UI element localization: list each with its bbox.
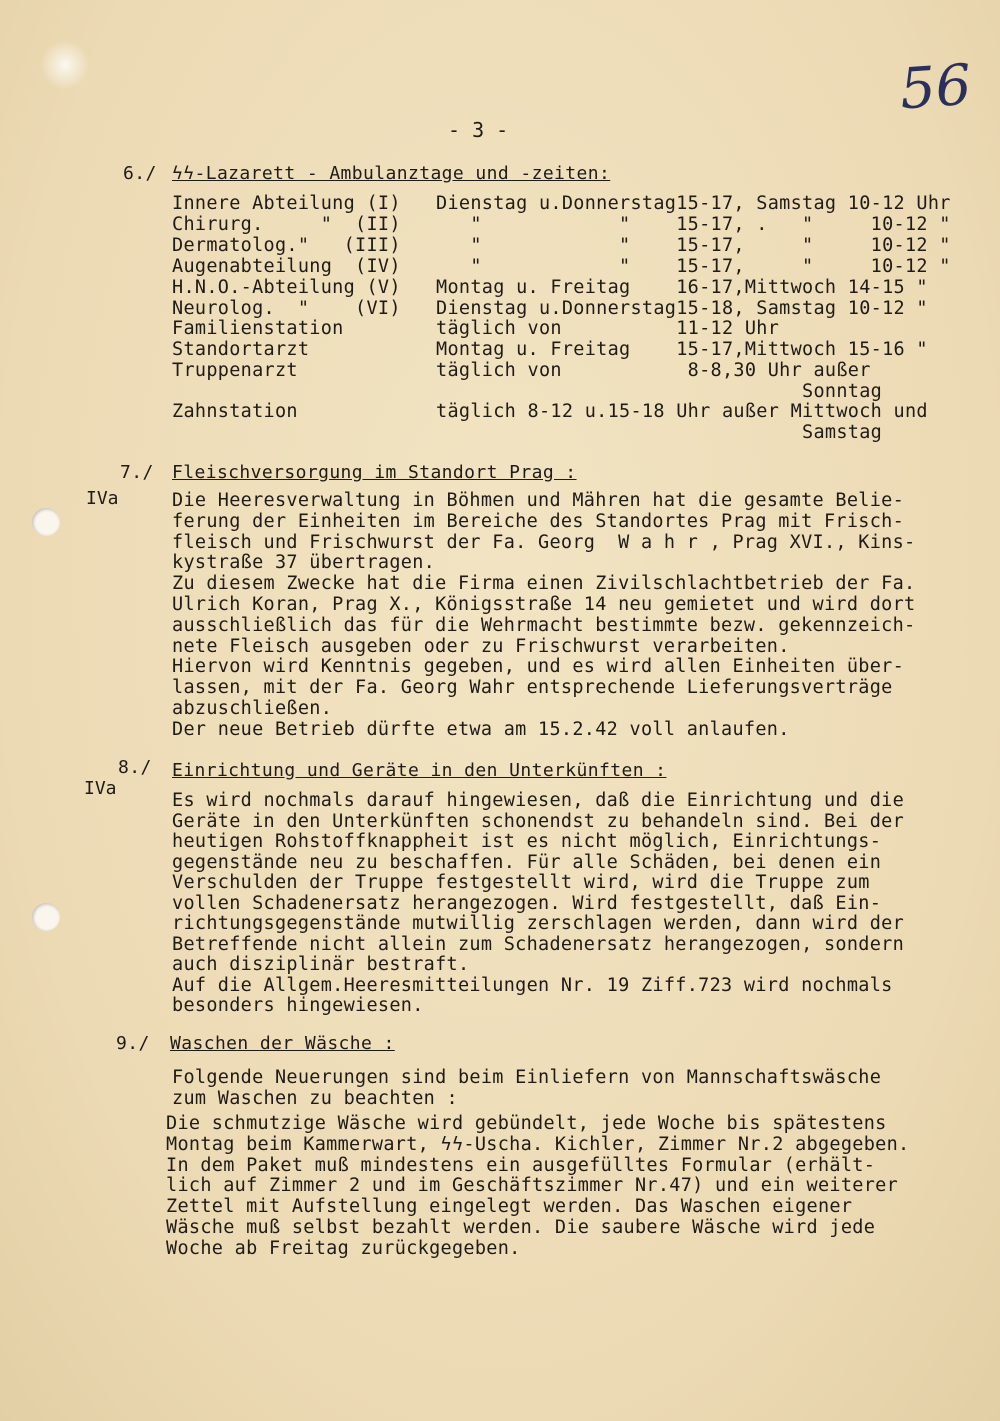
section-8-line: heutigen Rohstoffknappheit ist es nicht möglich, Einrichtungs- [172, 831, 882, 852]
section-9-line: Die schmutzige Wäsche wird gebündelt, jede Woche bis spätestens [166, 1113, 887, 1134]
schedule-times: Montag u. Freitag 15-17,Mittwoch 15-16 " [436, 339, 928, 360]
section-8-line: vollen Schadenersatz herangezogen. Wird festgestellt, daß Ein- [172, 892, 882, 914]
punch-hole-bottom [32, 903, 60, 931]
section-8-line: besonders hingewiesen. [172, 995, 424, 1016]
section-7-line: Der neue Betrieb dürfte etwa am 15.2.42 voll anlaufen. [172, 718, 790, 740]
section-7-line: Ulrich Koran, Prag X., Königsstraße 14 neu gemietet und wird dort [172, 594, 916, 615]
schedule-times: täglich 8-12 u.15-18 Uhr außer Mittwoch und [436, 401, 928, 422]
paper-damage-mark [40, 40, 90, 90]
section-8-line: Es wird nochmals darauf hingewiesen, daß die Einrichtung und die [172, 790, 905, 811]
section-8-number: 8./ [118, 757, 152, 778]
schedule-times: Montag u. Freitag 16-17,Mittwoch 14-15 " [436, 277, 928, 298]
section-7-line: Zu diesem Zwecke hat die Firma einen Zivilschlachtbetrieb der Fa. [172, 573, 916, 595]
section-7-line: abzuschließen. [172, 698, 333, 719]
section-8-line: Auf die Allgem.Heeresmitteilungen Nr. 19 Ziff.723 wird nochmals [172, 974, 893, 996]
page-number: - 3 - [448, 118, 509, 142]
schedule-department: Innere Abteilung (I) [172, 193, 401, 214]
schedule-times: Dienstag u.Donnerstag15-17, Samstag 10-12 Uhr [436, 193, 951, 214]
section-8-line: gegenstände neu zu beschaffen. Für alle Schäden, bei denen ein [172, 851, 882, 873]
section-6-number: 6./ [123, 163, 157, 184]
section-9-line: Woche ab Freitag zurückgegeben. [166, 1237, 521, 1259]
section-8-line: Geräte in den Unterkünften schonendst zu behandeln sind. Bei der [172, 810, 905, 832]
section-8-line: Betreffende nicht allein zum Schadenersatz herangezogen, sondern [172, 933, 905, 955]
handwritten-page-number: 56 [897, 52, 974, 123]
section-9-line: Wäsche muß selbst bezahlt werden. Die saubere Wäsche wird jede [166, 1217, 876, 1238]
section-7-number: 7./ [120, 462, 154, 483]
section-8-margin-note: IVa [84, 778, 117, 799]
schedule-department: Dermatolog." (III) [172, 235, 401, 256]
schedule-department: H.N.O.-Abteilung (V) [172, 277, 401, 298]
section-9-title: Waschen der Wäsche : [170, 1033, 395, 1054]
schedule-times: täglich von 11-12 Uhr [436, 318, 780, 339]
section-9-intro-line: zum Waschen zu beachten : [172, 1087, 458, 1109]
schedule-department: Truppenarzt [172, 360, 298, 381]
schedule-times: Dienstag u.Donnerstag15-18, Samstag 10-12 " [436, 298, 928, 319]
section-8-line: Verschulden der Truppe festgestellt wird, wird die Truppe zum [172, 872, 870, 893]
schedule-times: " " 15-17, " 10-12 " [436, 235, 951, 256]
schedule-times: " " 15-17, . " 10-12 " [436, 214, 951, 235]
section-7-line: lassen, mit der Fa. Georg Wahr entsprechende Lieferungsverträge [172, 677, 893, 699]
schedule-times: täglich von 8-8,30 Uhr außer [436, 360, 871, 381]
section-7-margin-note: IVa [86, 488, 119, 509]
section-9-line: Montag beim Kammerwart, ϟϟ-Uscha. Kichler, Zimmer Nr.2 abgegeben. [166, 1133, 910, 1155]
section-9-intro-line: Folgende Neuerungen sind beim Einliefern von Mannschaftswäsche [172, 1067, 882, 1088]
section-6-title: ϟϟ-Lazarett - Ambulanztage und -zeiten: [172, 163, 611, 184]
schedule-department: Augenabteilung (IV) [172, 256, 401, 277]
section-9-number: 9./ [116, 1033, 150, 1054]
punch-hole-top [32, 508, 60, 536]
schedule-times: " " 15-17, " 10-12 " [436, 256, 951, 277]
section-7-title: Fleischversorgung im Standort Prag : [172, 462, 577, 483]
schedule-department: Neurolog. " (VI) [172, 298, 401, 319]
section-8-line: richtungsgegenstände mutwillig zerschlagen werden, dann wird der [172, 913, 905, 934]
schedule-department: Chirurg. " (II) [172, 214, 401, 235]
section-7-line: ausschließlich das für die Wehrmacht bestimmte bezw. gekennzeich- [172, 614, 916, 636]
section-8-title: Einrichtung und Geräte in den Unterkünften : [172, 760, 667, 781]
section-7-line: nete Fleisch ausgeben oder zu Frischwurst verarbeiten. [172, 635, 790, 657]
section-9-line: In dem Paket muß mindestens ein ausgefülltes Formular (erhält- [166, 1154, 876, 1176]
schedule-department: Familienstation [172, 318, 344, 339]
section-7-line: Die Heeresverwaltung in Böhmen und Mähren hat die gesamte Belie- [172, 490, 905, 511]
section-7-line: Hiervon wird Kenntnis gegeben, und es wird allen Einheiten über- [172, 656, 905, 678]
section-7-line: ferung der Einheiten im Bereiche des Standortes Prag mit Frisch- [172, 510, 905, 532]
section-9-line: lich auf Zimmer 2 und im Geschäftszimmer Nr.47) und ein weiterer [166, 1175, 899, 1197]
section-9-line: Zettel mit Aufstellung eingelegt werden. Das Waschen eigener [166, 1196, 853, 1218]
schedule-department: Zahnstation [172, 401, 298, 422]
schedule-times: Sonntag [436, 381, 883, 402]
schedule-times: Samstag [436, 422, 883, 443]
section-7-line: fleisch und Frischwurst der Fa. Georg W a h r , Prag XVI., Kins- [172, 531, 916, 553]
section-7-line: kystraße 37 übertragen. [172, 552, 436, 574]
section-8-line: auch disziplinär bestraft. [172, 954, 470, 975]
schedule-department: Standortarzt [172, 339, 310, 360]
